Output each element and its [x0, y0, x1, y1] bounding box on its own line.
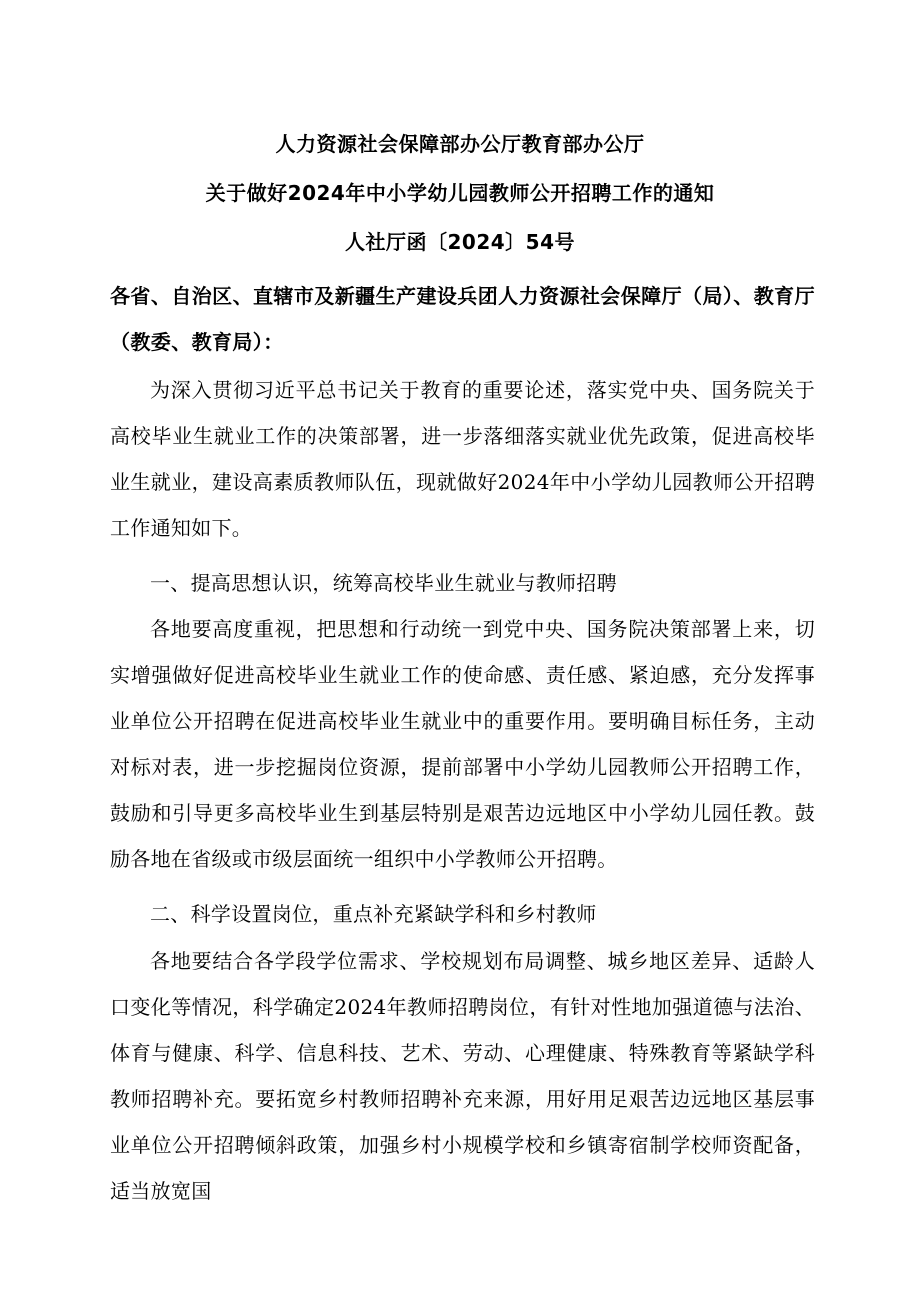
section-heading-1: 一、提高思想认识，统筹高校毕业生就业与教师招聘	[150, 571, 617, 595]
addressee: 各省、自治区、直辖市及新疆生产建设兵团人力资源社会保障厅（局）、教育厅（教委、教育局）：	[110, 284, 815, 354]
document-number: 人社厅函〔2024〕54号	[345, 230, 575, 254]
section-heading-2: 二、科学设置岗位，重点补充紧缺学科和乡村教师	[150, 902, 597, 926]
document-title-line-2: 关于做好2024年中小学幼儿园教师公开招聘工作的通知	[205, 181, 715, 205]
paragraph-intro: 为深入贯彻习近平总书记关于教育的重要论述，落实党中央、国务院关于高校毕业生就业工作的决策部署，进一步落细落实就业优先政策，促进高校毕业生就业，建设高素质教师队伍，现就做好2024年中小学幼儿园教师公开招聘工作通知如下。	[110, 378, 815, 540]
document-title-line-1: 人力资源社会保障部办公厅教育部办公厅	[275, 132, 645, 156]
paragraph-section-1: 各地要高度重视，把思想和行动统一到党中央、国务院决策部署上来，切实增强做好促进高校毕业生就业工作的使命感、责任感、紧迫感，充分发挥事业单位公开招聘在促进高校毕业生就业中的重要作用。要明确目标任务，主动对标对表，进一步挖掘岗位资源，提前部署中小学幼儿园教师公开招聘工作，鼓励和引导更多高校毕业生到基层特别是艰苦边远地区中小学幼儿园任教。鼓励各地在省级或市级层面统一组织中小学教师公开招聘。	[110, 617, 815, 871]
paragraph-section-2: 各地要结合各学段学位需求、学校规划布局调整、城乡地区差异、适龄人口变化等情况，科学确定2024年教师招聘岗位，有针对性地加强道德与法治、体育与健康、科学、信息科技、艺术、劳动、心理健康、特殊教育等紧缺学科教师招聘补充。要拓宽乡村教师招聘补充来源，用好用足艰苦边远地区基层事业单位公开招聘倾斜政策，加强乡村小规模学校和乡镇寄宿制学校师资配备，适当放宽国	[110, 949, 815, 1203]
